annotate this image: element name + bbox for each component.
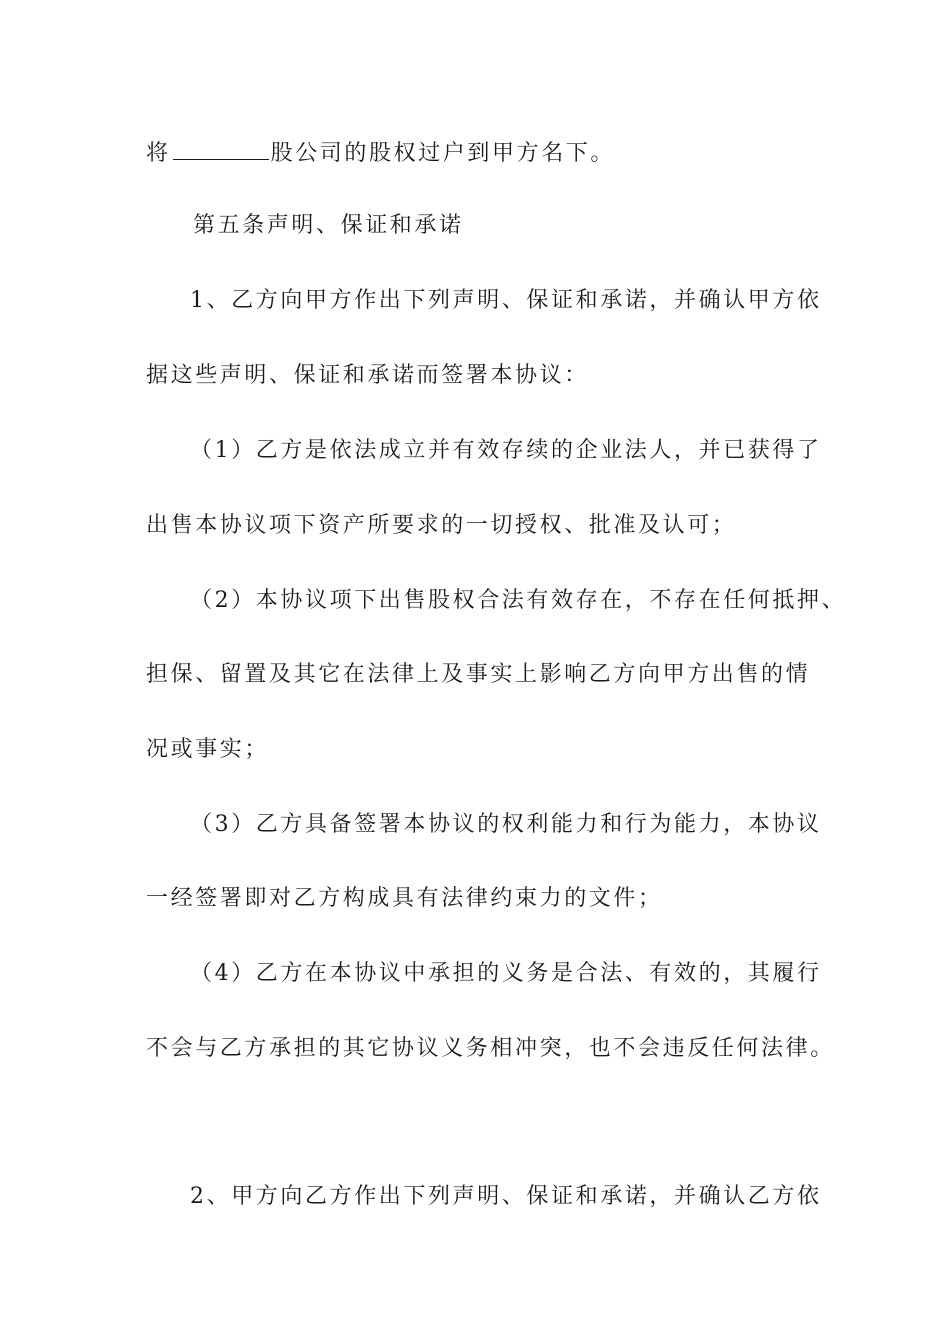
clause-1-line-b: 据这些声明、保证和承诺而签署本协议： (146, 363, 589, 388)
item-3-line-b: 一经签署即对乙方构成具有法律约束力的文件； (146, 886, 663, 911)
article-heading: 第五条声明、保证和承诺 (193, 213, 464, 238)
clause-2-line-a: 2、甲方向乙方作出下列声明、保证和承诺，并确认乙方依 (190, 1184, 822, 1209)
item-4-line-b: 不会与乙方承担的其它协议义务相冲突，也不会违反任何法律。 (146, 1036, 835, 1061)
fill-in-blank (173, 139, 269, 160)
item-1-line-a: （1）乙方是依法成立并有效存续的企业法人，并已获得了 (190, 438, 822, 463)
transfer-line-suffix: 股公司的股权过户到甲方名下。 (270, 141, 616, 166)
item-2-line-a: （2）本协议项下出售股权合法有效存在，不存在任何抵押、 (190, 588, 847, 613)
item-2-line-b: 担保、留置及其它在法律上及事实上影响乙方向甲方出售的情 (146, 662, 811, 687)
item-2-line-c: 况或事实； (146, 737, 270, 762)
item-1-line-b: 出售本协议项下资产所要求的一切授权、批准及认可； (146, 513, 737, 538)
clause-1-line-a: 1、乙方向甲方作出下列声明、保证和承诺，并确认甲方依 (190, 288, 822, 313)
item-4-line-a: （4）乙方在本协议中承担的义务是合法、有效的，其履行 (190, 961, 822, 986)
item-3-line-a: （3）乙方具备签署本协议的权利能力和行为能力，本协议 (190, 812, 822, 837)
transfer-line-prefix: 将 (146, 141, 171, 166)
transfer-line (146, 139, 615, 169)
